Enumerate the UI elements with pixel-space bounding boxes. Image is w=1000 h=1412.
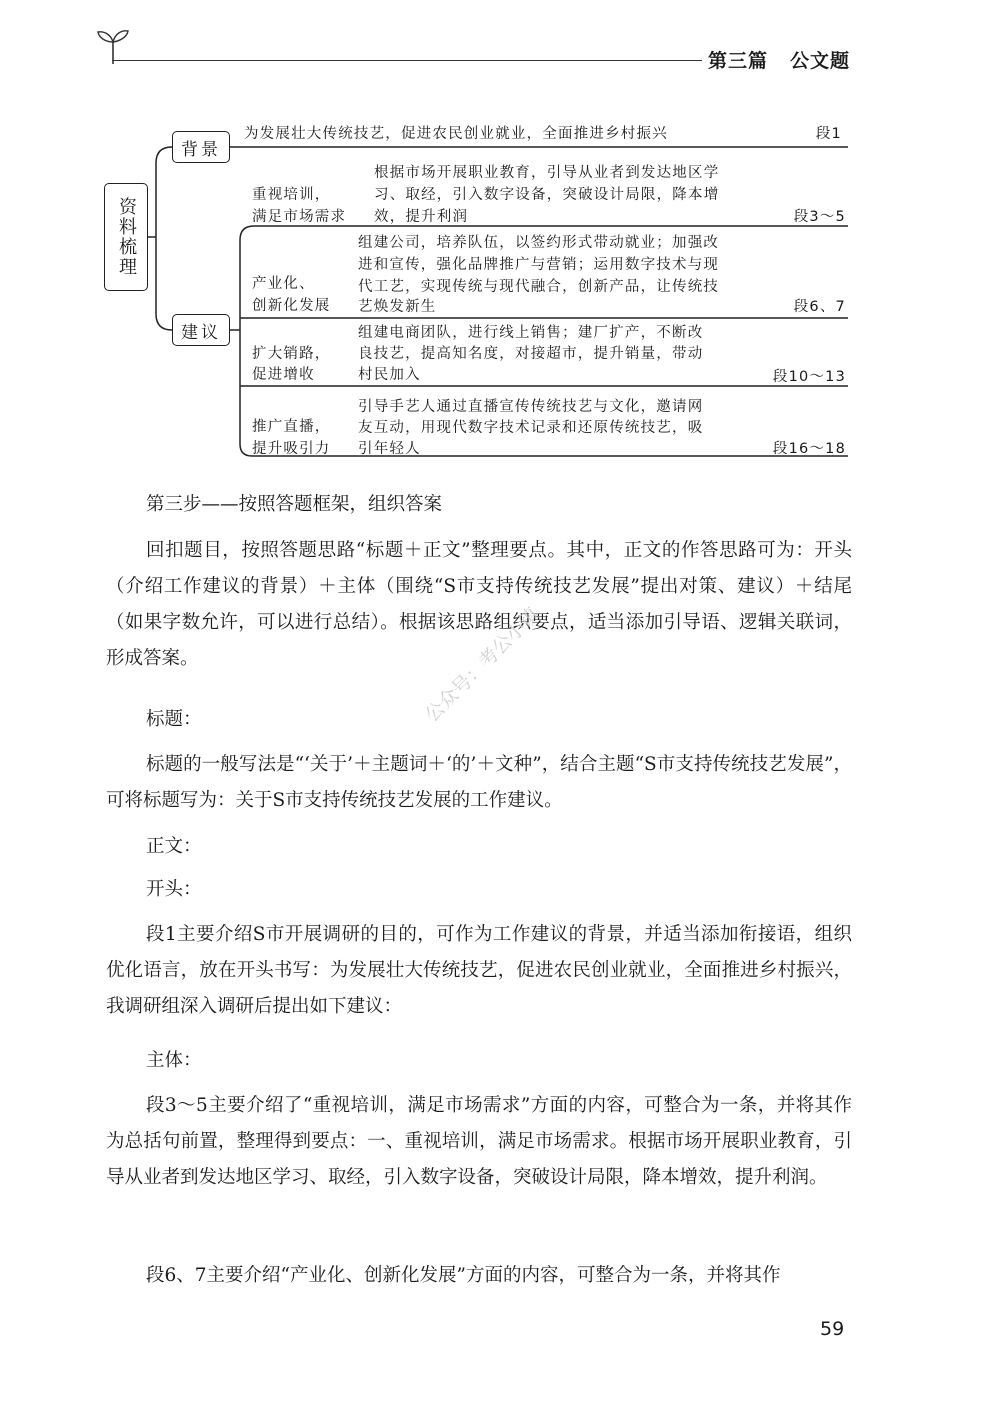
suggestion-para-ref: 段10～13 [772,369,846,385]
main-label: 主体： [146,1050,202,1071]
suggestion-topic-line: 创新化发展 [252,298,331,314]
main-paragraph: 段3～5主要介绍了“重视培训，满足市场需求”方面的内容，可整合为一条，并将其作为总括句前置，整理得到要点：一、重视培训，满足市场需求。根据市场开展职业教育，引导从业者到发达地区学习、取经，引入数字设备，突破设计局限，降本增效，提升利润。 [106,1095,852,1188]
suggestion-detail-line: 艺焕发新生 [358,299,437,315]
suggestion-detail-line: 良技艺，提高知名度，对接超市，提升销量，带动 [358,346,704,362]
suggestion-topic-line: 扩大销路， [252,346,331,362]
header-part: 第三篇 [708,50,769,72]
suggestion-detail-line: 友互动，用现代数字技术记录和还原传统技艺，吸 [358,420,704,436]
mindmap-root: 资料梳理 [104,183,148,291]
mindmap-suggestions-node: 建议 [172,314,230,346]
suggestion-topic-line: 提升吸引力 [252,441,331,457]
step-heading: 第三步——按照答题框架，组织答案 [146,494,443,515]
suggestion-detail-line: 引年轻人 [358,441,421,457]
suggestion-topic-line: 满足市场需求 [252,209,347,225]
suggestion-topic-line: 促进增收 [252,367,315,383]
background-para-ref: 段1 [815,126,842,142]
suggestion-detail-line: 组建公司，培养队伍，以签约形式带动就业；加强改 [358,235,720,251]
opening-label: 开头： [146,879,202,900]
title-label: 标题： [146,709,202,730]
suggestion-topic-line: 产业化、 [252,276,315,292]
suggestion-para-ref: 段16～18 [772,441,846,457]
suggestion-detail-line: 组建电商团队，进行线上销售；建厂扩产，不断改 [358,325,704,341]
suggestion-detail-line: 村民加入 [358,367,421,383]
suggestion-detail-line: 习、取经，引入数字设备，突破设计局限，降本增 [374,187,720,203]
background-text: 为发展壮大传统技艺，促进农民创业就业，全面推进乡村振兴 [244,126,668,142]
suggestion-para-ref: 段6、7 [793,299,846,315]
body-label: 正文： [146,836,202,857]
header-section: 公文题 [790,50,851,72]
suggestion-detail-line: 效，提升利润 [374,209,469,225]
opening-paragraph: 段1主要介绍S市开展调研的目的，可作为工作建议的背景，并适当添加衔接语，组织优化语言，放在开头书写：为发展壮大传统技艺，促进农民创业就业，全面推进乡村振兴，我调研组深入调研后提出如下建议： [106,924,852,1017]
suggestion-topic-line: 重视培训， [252,187,331,203]
suggestion-detail-line: 进和宣传，强化品牌推广与营销；运用数字技术与现 [358,257,720,273]
title-paragraph: 标题的一般写法是“‘关于’＋主题词＋‘的’＋文种”，结合主题“S市支持传统技艺发展”，可将标题写为：关于S市支持传统技艺发展的工作建议。 [106,754,852,811]
suggestion-detail-line: 引导手艺人通过直播宣传传统技艺与文化，邀请网 [358,399,704,415]
intro-paragraph: 回扣题目，按照答题思路“标题＋正文”整理要点。其中，正文的作答思路可为：开头（介绍工作建议的背景）＋主体（围绕“S市支持传统技艺发展”提出对策、建议）＋结尾（如果字数允许，可以进行总结）。根据该思路组织要点，适当添加引导语、逻辑关联词，形成答案。 [106,540,852,669]
page-number: 59 [820,1318,845,1340]
main-paragraph: 段6、7主要介绍“产业化、创新化发展”方面的内容，可整合为一条，并将其作 [146,1265,781,1286]
suggestion-detail-line: 代工艺，实现传统与现代融合，创新产品，让传统技 [358,279,720,295]
suggestion-para-ref: 段3～5 [793,209,846,225]
suggestion-topic-line: 推广直播， [252,419,331,435]
watermark: 公众号：考公小镇 [420,603,544,727]
mindmap-background-node: 背景 [172,131,230,163]
suggestion-detail-line: 根据市场开展职业教育，引导从业者到发达地区学 [374,165,720,181]
